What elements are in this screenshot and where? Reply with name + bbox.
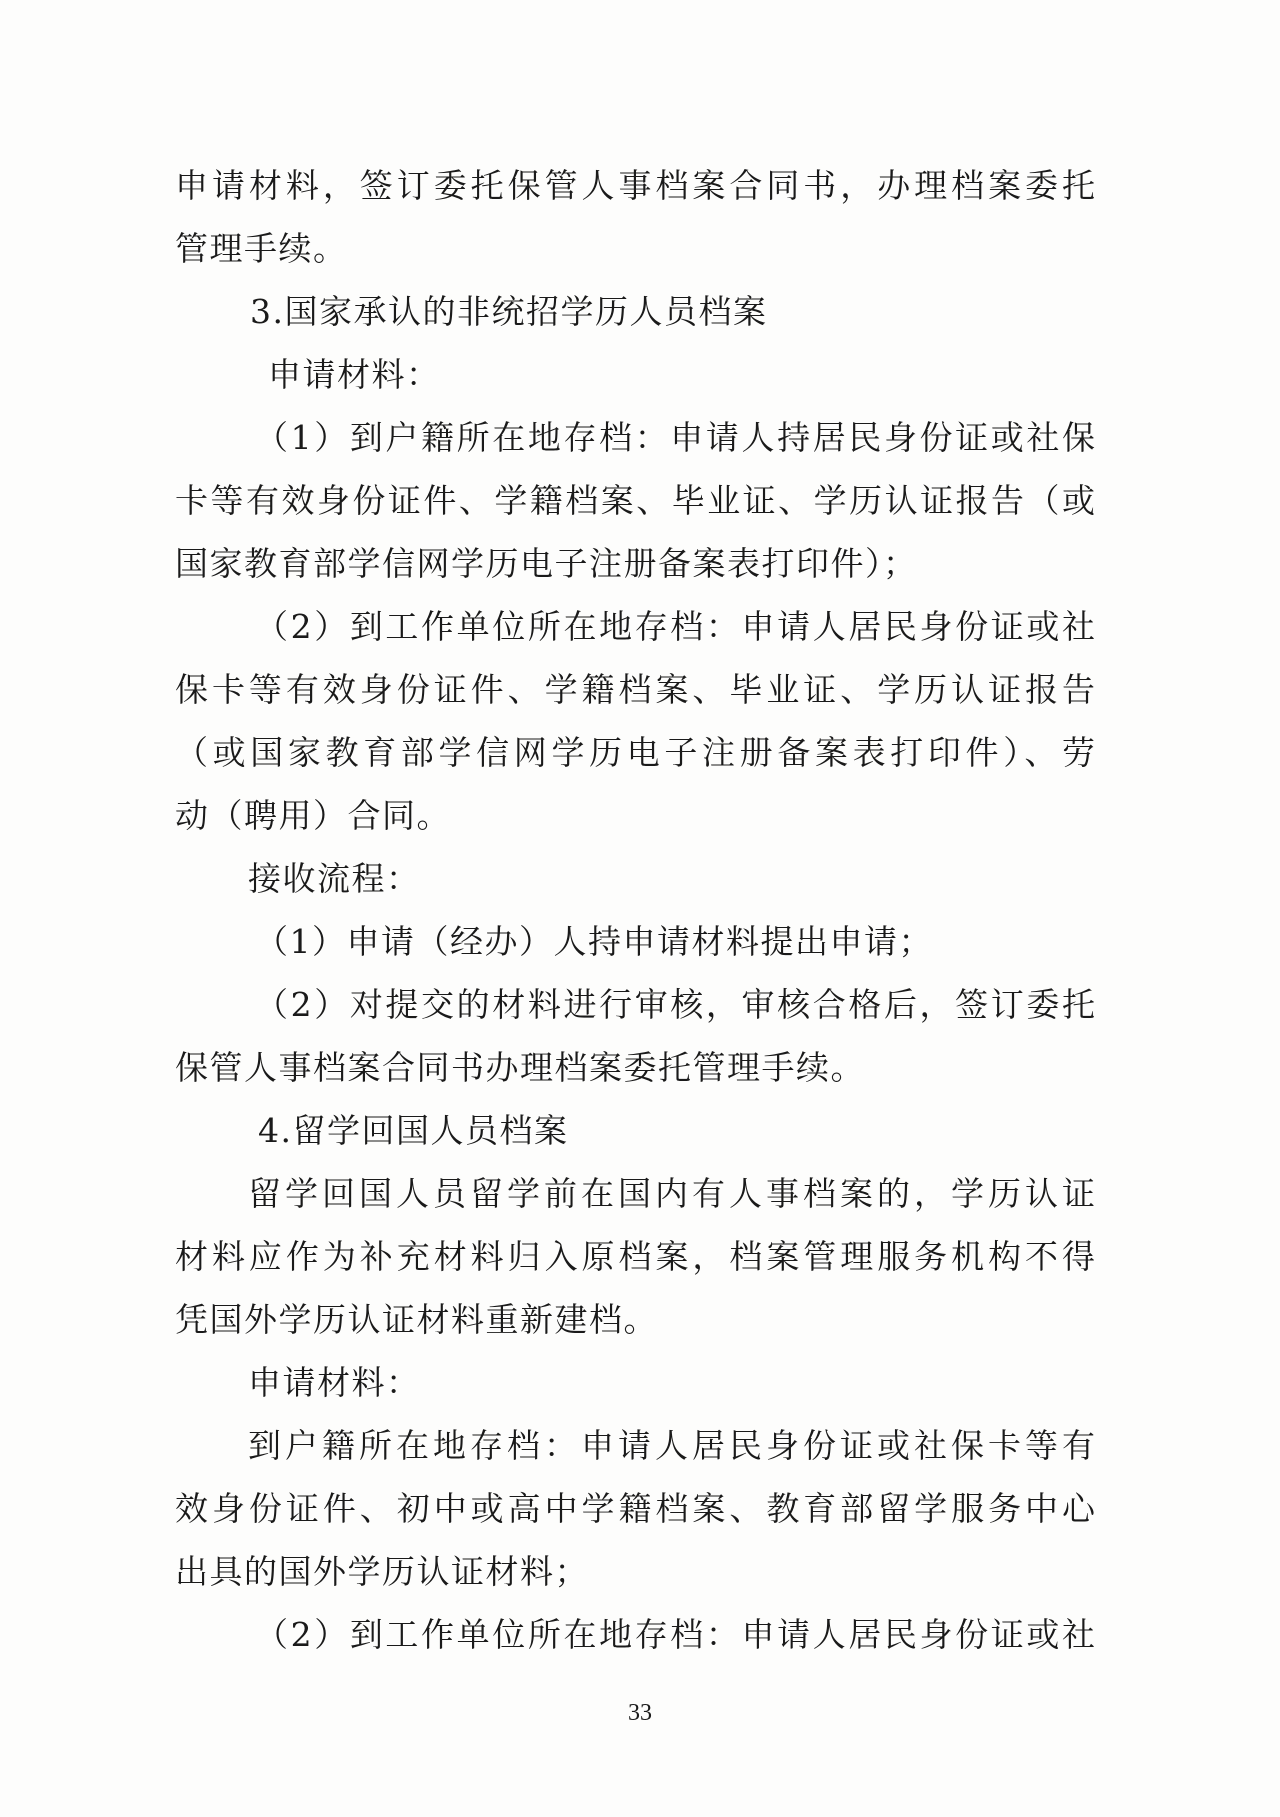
paragraph-line: 申请材料：	[268, 355, 441, 394]
paragraph-line: （或国家教育部学信网学历电子注册备案表打印件）、劳	[175, 733, 1095, 772]
paragraph-line: （1）申请（经办）人持申请材料提出申请；	[255, 922, 933, 961]
paragraph-line: 保管人事档案合同书办理档案委托管理手续。	[175, 1048, 865, 1087]
paragraph-line: 卡等有效身份证件、学籍档案、毕业证、学历认证报告（或	[175, 481, 1095, 520]
paragraph-line: 接收流程：	[248, 859, 421, 898]
paragraph-line: 出具的国外学历认证材料；	[175, 1552, 589, 1591]
paragraph-line: （2）到工作单位所在地存档：申请人居民身份证或社	[255, 607, 1095, 646]
section-heading: 3.国家承认的非统招学历人员档案	[250, 292, 768, 331]
paragraph-line: （2）对提交的材料进行审核，审核合格后，签订委托	[255, 985, 1095, 1024]
paragraph-line: （2）到工作单位所在地存档：申请人居民身份证或社	[255, 1615, 1095, 1654]
page-number: 33	[628, 1700, 652, 1726]
paragraph-line: 申请材料，签订委托保管人事档案合同书，办理档案委托	[175, 166, 1095, 205]
paragraph-line: 凭国外学历认证材料重新建档。	[175, 1300, 658, 1339]
section-heading: 4.留学回国人员档案	[258, 1111, 569, 1150]
paragraph-line: 动（聘用）合同。	[175, 796, 451, 835]
paragraph-line: （1）到户籍所在地存档：申请人持居民身份证或社保	[255, 418, 1095, 457]
paragraph-line: 保卡等有效身份证件、学籍档案、毕业证、学历认证报告	[175, 670, 1095, 709]
paragraph-line: 到户籍所在地存档：申请人居民身份证或社保卡等有	[248, 1426, 1095, 1465]
paragraph-line: 管理手续。	[175, 229, 348, 268]
paragraph-line: 留学回国人员留学前在国内有人事档案的，学历认证	[248, 1174, 1095, 1213]
paragraph-line: 材料应作为补充材料归入原档案，档案管理服务机构不得	[175, 1237, 1095, 1276]
paragraph-line: 申请材料：	[248, 1363, 421, 1402]
paragraph-line: 国家教育部学信网学历电子注册备案表打印件）；	[175, 544, 918, 583]
paragraph-line: 效身份证件、初中或高中学籍档案、教育部留学服务中心	[175, 1489, 1095, 1528]
